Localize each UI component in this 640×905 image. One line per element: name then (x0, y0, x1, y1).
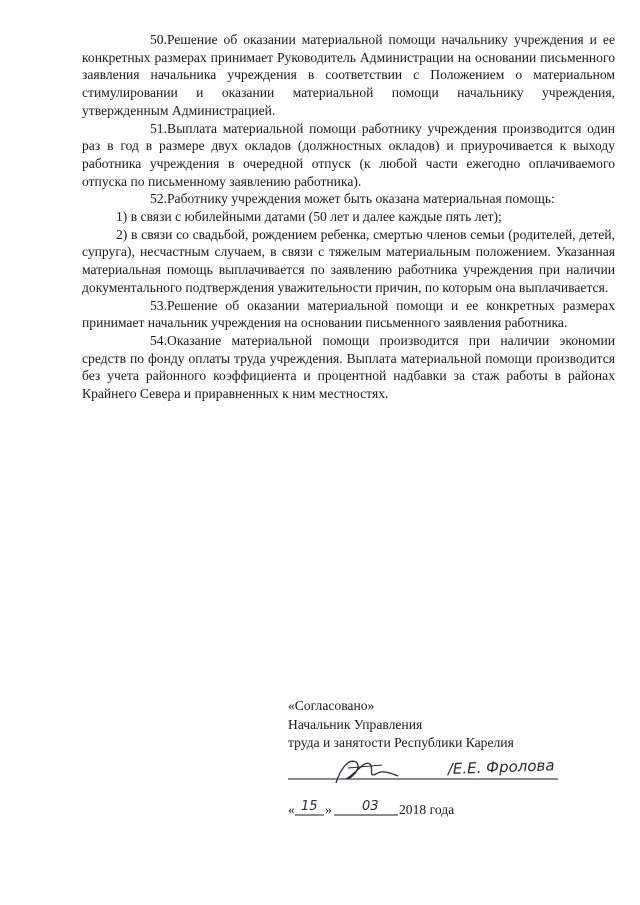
paragraph-number: 51. (150, 120, 167, 136)
date-day: 15 (301, 799, 318, 814)
paragraph-51 (82, 120, 615, 191)
paragraph-number: 54. (150, 332, 167, 348)
approval-date (288, 797, 618, 821)
paragraph-text: Оказание материальной помощи производится при наличии экономии средств по фонду оплаты труда учреждения. Выплата материальной помощи производится без учета районного коэффициента и процентной надбавки за стаж работы в районах Крайнего Севера и приравненных к ним местностях. (82, 332, 615, 402)
date-graphic (288, 797, 618, 821)
paragraph-53 (82, 297, 615, 332)
paragraph-50 (82, 31, 615, 120)
date-open-quote: « (288, 802, 295, 817)
paragraph-text: Работнику учреждения может быть оказана материальная помощь: (167, 191, 555, 207)
paragraph-number: 50. (150, 32, 167, 47)
paragraph-52 (82, 190, 615, 208)
signature-line (288, 752, 618, 788)
paragraph-number: 53. (150, 297, 167, 313)
paragraph-54 (82, 332, 615, 403)
date-month: 03 (362, 799, 379, 814)
list-item: 2) в связи со свадьбой, рождением ребенка, смертью членов семьи (родителей, детей, супруга), несчастным случаем, в связи с тяжелым материальным положением. Указанная материальная помощь выплачивается по заявлению работника учреждения при наличии документального подтверждения уважительности причин, по которым она выплачивается. (82, 226, 615, 295)
paragraph-text: Решение об оказании материальной помощи и ее конкретных размерах принимает начальник учреждения на основании письменного заявления работника. (82, 297, 615, 331)
approval-position: Начальник Управления (288, 716, 423, 732)
paragraph-text: Выплата материальной помощи работнику учреждения производится один раз в год в размере двух окладов (должностных окладов) и приурочивается к выходу работника учреждения в очередной отпуск (к любой части ежегодно оплачиваемого отпуска по письменному заявлению работника). (82, 120, 615, 189)
handwritten-name: /Е.Е. Фролова (447, 756, 555, 778)
date-close-quote: » (325, 802, 332, 817)
handwritten-signature (336, 761, 398, 783)
approval-block (288, 697, 618, 753)
approval-organization: труда и занятости Республики Карелия (288, 735, 514, 750)
paragraph-number: 52. (150, 191, 167, 207)
approval-heading: «Согласовано» (288, 698, 375, 713)
document-body (82, 31, 615, 403)
signature-graphic (288, 752, 618, 788)
paragraph-text: Решение об оказании материальной помощи начальнику учреждения и ее конкретных размерах принимает Руководитель Администрации на основании письменного заявления начальника учреждения в соответствии с Положением о материальном стимулировании и оказании материальной помощи начальнику учреждения, утвержденным Администрацией. (82, 32, 615, 118)
date-year: 2018 года (399, 802, 455, 817)
list-item: 1) в связи с юбилейными датами (50 лет и далее каждые пять лет); (116, 209, 502, 225)
